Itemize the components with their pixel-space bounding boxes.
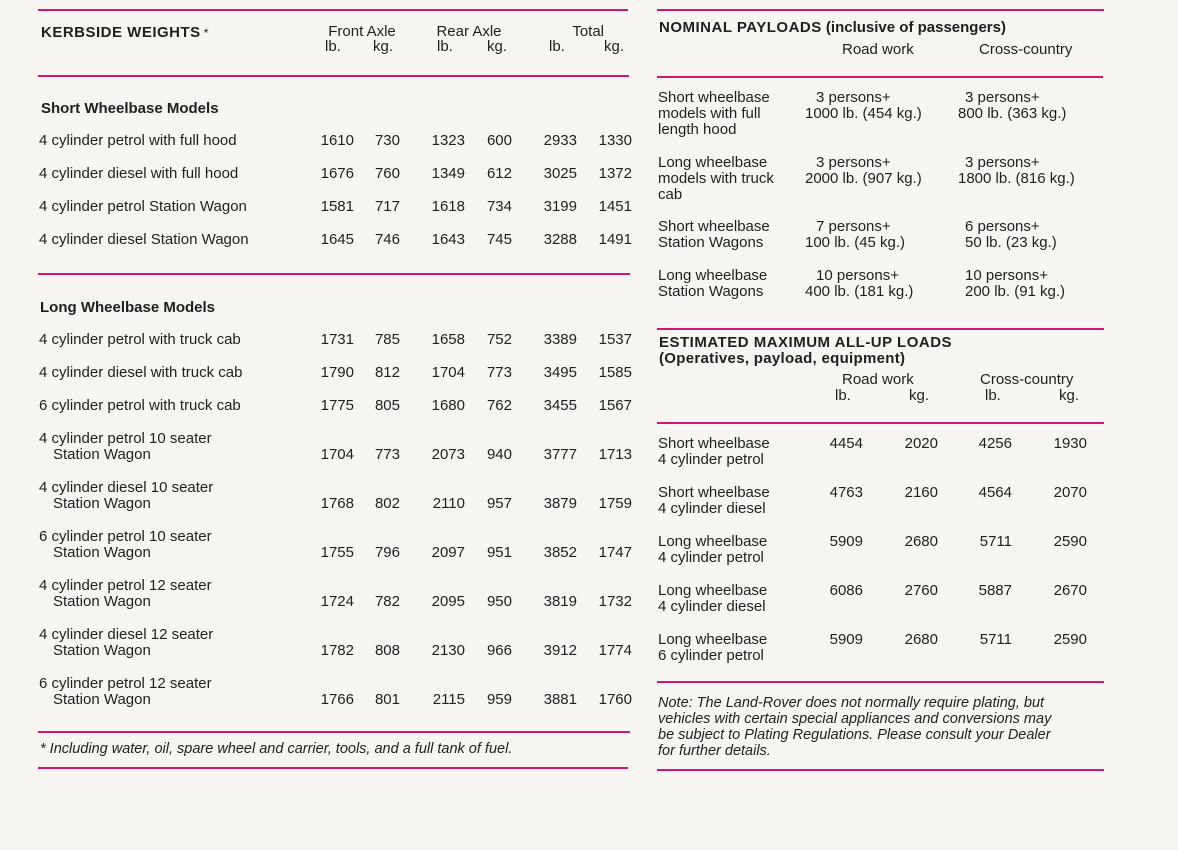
payloads-title [659,20,1006,36]
payload-cross-line: 800 lb. (363 kg.) [958,105,1067,122]
row-label-line: Long wheelbase [658,631,768,648]
swb-total-lb: 3288 [543,231,577,248]
allup-road-lb: lb. [835,387,851,404]
lwb-front-kg: 796 [374,544,400,561]
lwb-row-label [39,529,212,561]
lwb-rear-kg: 773 [486,364,512,381]
row-label-line: Station Wagons [658,234,764,251]
row-label-line: Station Wagon [53,544,151,561]
row-label-line: Station Wagon [53,691,151,708]
kerbside-title [41,25,209,41]
lwb-total-lb: 3881 [543,691,577,708]
header-rear-kg: kg. [487,38,508,55]
payload-road [805,90,922,122]
row-label-line: Long wheelbase [658,582,768,599]
allup-row-label [658,436,770,468]
lwb-front-kg: 805 [374,397,400,414]
allup-cross-kg: 2590 [1053,533,1087,550]
allup-row-label [658,485,770,517]
rule-footnote-bottom [38,767,628,769]
row-label-line: Station Wagon [53,495,151,512]
swb-front-lb: 1581 [320,198,354,215]
payload-cross [958,90,1066,122]
row-label-line: 4 cylinder petrol [658,451,764,468]
row-label-line: 6 cylinder petrol 12 seater [39,675,212,692]
lwb-front-lb: 1768 [320,495,354,512]
header-total-lb: lb. [549,38,565,55]
allup-col-cross: Cross-country [980,371,1074,388]
payload-row-label [658,155,774,203]
allup-cross-lb: 4564 [978,484,1012,501]
row-label-line: 4 cylinder petrol with truck cab [39,331,241,348]
lwb-rear-kg: 959 [486,691,512,708]
allup-cross-lb: 5887 [978,582,1012,599]
swb-rear-lb: 1618 [431,198,465,215]
row-label-line: Short wheelbase [658,218,770,235]
row-label-line: 4 cylinder diesel 12 seater [39,626,214,643]
swb-row-label [39,232,249,248]
note-line-1: Note: The Land-Rover does not normally require plating, but [658,695,1045,711]
allup-road-lb: 5909 [829,631,863,648]
swb-total-lb: 3199 [543,198,577,215]
lwb-rear-lb: 2073 [431,446,465,463]
rule-note-bottom [657,769,1104,771]
swb-total-kg: 1451 [598,198,632,215]
plating-note [658,695,1051,759]
allup-cross-lb: 4256 [978,435,1012,452]
lwb-total-lb: 3389 [543,331,577,348]
lwb-front-lb: 1704 [320,446,354,463]
payloads-col-cross: Cross-country [979,41,1073,58]
lwb-rear-lb: 2115 [432,691,465,708]
allup-row-label [658,534,767,566]
swb-rear-kg: 734 [486,198,512,215]
allup-cross-kg: 2670 [1053,582,1087,599]
lwb-rear-lb: 2097 [431,544,465,561]
allup-cross-kg: kg. [1059,387,1080,404]
kerbside-title-text: KERBSIDE WEIGHTS [41,24,201,41]
lwb-rear-kg: 940 [486,446,512,463]
lwb-front-kg: 773 [374,446,400,463]
allup-road-kg: 2020 [904,435,938,452]
allup-cross-kg: 2590 [1053,631,1087,648]
payload-road [805,268,913,300]
payload-road-line: 1000 lb. (454 kg.) [805,105,922,122]
lwb-row-label [39,365,242,381]
row-label-line: cab [658,186,683,203]
lwb-front-lb: 1766 [320,691,354,708]
lwb-total-kg: 1567 [598,397,632,414]
payload-cross-line: 3 persons+ [965,89,1040,106]
swb-rear-lb: 1643 [431,231,465,248]
lwb-total-lb: 3777 [543,446,577,463]
lwb-rear-lb: 2110 [432,495,465,512]
swb-rear-kg: 600 [486,132,512,149]
lwb-rear-lb: 1704 [431,364,465,381]
row-label-line: Long wheelbase [658,267,768,284]
lwb-total-kg: 1585 [598,364,632,381]
lwb-front-lb: 1782 [320,642,354,659]
allup-road-kg: kg. [909,387,930,404]
note-line-3: be subject to Plating Regulations. Please consult your Dealer [658,727,1051,743]
lwb-total-lb: 3912 [543,642,577,659]
allup-road-kg: 2680 [904,631,938,648]
row-label-line: Station Wagon [53,642,151,659]
row-label-line: Long wheelbase [658,533,768,550]
lwb-heading: Long Wheelbase Models [40,299,216,316]
lwb-rear-kg: 950 [486,593,512,610]
payload-row-label [658,219,770,251]
header-total: Total [572,23,604,40]
row-label-line: length hood [658,121,737,138]
swb-total-lb: 2933 [543,132,577,149]
lwb-front-kg: 812 [374,364,400,381]
swb-rear-kg: 745 [486,231,512,248]
payload-row-label [658,90,770,138]
lwb-total-lb: 3819 [543,593,577,610]
payload-cross-line: 1800 lb. (816 kg.) [958,170,1075,187]
rule-allup-top [657,328,1104,330]
lwb-rear-kg: 752 [486,331,512,348]
row-label-line: 4 cylinder petrol 10 seater [39,430,212,447]
lwb-total-lb: 3852 [543,544,577,561]
swb-front-kg: 760 [374,165,400,182]
allup-cross-kg: 1930 [1053,435,1087,452]
allup-road-kg: 2160 [904,484,938,501]
lwb-total-kg: 1747 [598,544,632,561]
row-label-line: Long wheelbase [658,154,768,171]
swb-total-kg: 1330 [598,132,632,149]
swb-rear-kg: 612 [486,165,512,182]
rule-mid-left [38,273,630,275]
allup-cross-lb: 5711 [979,631,1012,648]
allup-cross-kg: 2070 [1053,484,1087,501]
allup-subtitle: (Operatives, payload, equipment) [659,350,906,367]
footnote: * Including water, oil, spare wheel and carrier, tools, and a full tank of fuel. [40,741,513,757]
swb-row-label [39,199,247,215]
lwb-total-kg: 1732 [598,593,632,610]
row-label-line: models with full [658,105,761,122]
swb-front-kg: 730 [374,132,400,149]
row-label-line: models with truck [658,170,774,187]
payload-row-label [658,268,767,300]
lwb-row-label [39,480,213,512]
lwb-total-kg: 1759 [598,495,632,512]
header-rear-lb: lb. [437,38,453,55]
allup-road-kg: 2760 [904,582,938,599]
rule-allup-header [657,422,1104,424]
payload-cross [958,155,1075,187]
row-label-line: 4 cylinder diesel [658,598,766,615]
lwb-rear-kg: 957 [486,495,512,512]
payloads-title-text: NOMINAL PAYLOADS [659,19,822,36]
header-front-lb: lb. [325,38,341,55]
lwb-rear-lb: 1680 [431,397,465,414]
lwb-row-label [39,676,212,708]
rule-footnote-top [38,731,630,733]
lwb-rear-kg: 951 [486,544,512,561]
lwb-front-kg: 785 [374,331,400,348]
lwb-front-lb: 1731 [320,331,354,348]
allup-road-kg: 2680 [904,533,938,550]
payload-road-line: 3 persons+ [816,154,891,171]
row-label-line: 6 cylinder petrol 10 seater [39,528,212,545]
payload-road-line: 2000 lb. (907 kg.) [805,170,922,187]
swb-row-label [39,166,238,182]
lwb-front-kg: 802 [374,495,400,512]
swb-total-kg: 1372 [598,165,632,182]
payload-cross-line: 3 persons+ [965,154,1040,171]
note-line-2: vehicles with certain special appliances and conversions may [658,711,1052,727]
swb-front-kg: 746 [374,231,400,248]
row-label-line: 6 cylinder petrol with truck cab [39,397,241,414]
allup-title: ESTIMATED MAXIMUM ALL-UP LOADS [659,334,953,351]
row-label-line: 4 cylinder diesel [658,500,766,517]
rule-payloads-header [657,76,1103,78]
lwb-total-kg: 1713 [598,446,632,463]
lwb-rear-lb: 2095 [431,593,465,610]
allup-cross-lb: lb. [985,387,1001,404]
row-label-line: Station Wagons [658,283,764,300]
row-label-line: Station Wagon [53,593,151,610]
rule-note-top [657,681,1104,683]
lwb-total-kg: 1774 [598,642,632,659]
header-front-axle: Front Axle [328,23,396,40]
lwb-front-lb: 1724 [320,593,354,610]
rule-top-right [657,9,1104,11]
row-label-line: Station Wagon [53,446,151,463]
swb-front-lb: 1676 [320,165,354,182]
row-label-line: 6 cylinder petrol [658,647,764,664]
row-label-line: 4 cylinder diesel with full hood [39,165,239,182]
swb-row-label [39,133,237,149]
swb-rear-lb: 1349 [431,165,465,182]
lwb-total-lb: 3455 [543,397,577,414]
row-label-line: 4 cylinder petrol [658,549,764,566]
allup-cross-lb: 5711 [979,533,1012,550]
payload-road-line: 400 lb. (181 kg.) [805,283,914,300]
payload-cross-line: 50 lb. (23 kg.) [965,234,1057,251]
row-label-line: 4 cylinder diesel with truck cab [39,364,243,381]
allup-road-lb: 4763 [829,484,863,501]
payload-cross [958,268,1065,300]
row-label-line: 4 cylinder diesel 10 seater [39,479,214,496]
lwb-front-kg: 782 [374,593,400,610]
allup-row-label [658,632,767,664]
payload-road [805,155,922,187]
lwb-row-label [39,627,213,659]
swb-front-lb: 1610 [320,132,354,149]
lwb-total-kg: 1537 [598,331,632,348]
lwb-rear-kg: 762 [486,397,512,414]
lwb-rear-lb: 2130 [431,642,465,659]
payload-road-line: 7 persons+ [816,218,891,235]
header-front-kg: kg. [373,38,394,55]
note-line-4: for further details. [658,743,771,759]
lwb-front-kg: 808 [374,642,400,659]
allup-road-lb: 4454 [829,435,863,452]
swb-total-kg: 1491 [598,231,632,248]
lwb-front-lb: 1790 [320,364,354,381]
payload-cross-line: 6 persons+ [965,218,1040,235]
row-label-line: 4 cylinder petrol Station Wagon [39,198,247,215]
rule-top-left [38,9,628,11]
payload-road-line: 3 persons+ [816,89,891,106]
allup-col-road: Road work [842,371,914,388]
swb-total-lb: 3025 [543,165,577,182]
payloads-col-road: Road work [842,41,914,58]
lwb-front-kg: 801 [374,691,400,708]
lwb-front-lb: 1755 [320,544,354,561]
header-rear-axle: Rear Axle [436,23,502,40]
lwb-row-label [39,332,241,348]
swb-front-lb: 1645 [320,231,354,248]
lwb-rear-kg: 966 [486,642,512,659]
allup-row-label [658,583,767,615]
payload-road-line: 100 lb. (45 kg.) [805,234,906,251]
payload-cross-line: 10 persons+ [965,267,1048,284]
rule-header-left [38,75,629,77]
allup-road-lb: 6086 [829,582,863,599]
row-label-line: 4 cylinder diesel Station Wagon [39,231,249,248]
row-label-line: Short wheelbase [658,484,770,501]
lwb-front-lb: 1775 [320,397,354,414]
header-total-kg: kg. [604,38,625,55]
payload-cross [958,219,1057,251]
lwb-total-lb: 3495 [543,364,577,381]
kerbside-asterisk: * [203,26,209,40]
lwb-rear-lb: 1658 [431,331,465,348]
swb-front-kg: 717 [374,198,400,215]
row-label-line: 4 cylinder petrol with full hood [39,132,237,149]
payload-road [805,219,905,251]
lwb-row-label [39,431,212,463]
lwb-total-kg: 1760 [598,691,632,708]
allup-road-lb: 5909 [829,533,863,550]
payloads-subtitle: (inclusive of passengers) [825,19,1006,36]
swb-heading: Short Wheelbase Models [41,100,219,117]
row-label-line: Short wheelbase [658,89,770,106]
payload-cross-line: 200 lb. (91 kg.) [965,283,1066,300]
lwb-row-label [39,398,241,414]
row-label-line: Short wheelbase [658,435,770,452]
lwb-total-lb: 3879 [543,495,577,512]
row-label-line: 4 cylinder petrol 12 seater [39,577,212,594]
swb-rear-lb: 1323 [431,132,465,149]
lwb-row-label [39,578,212,610]
payload-road-line: 10 persons+ [816,267,899,284]
